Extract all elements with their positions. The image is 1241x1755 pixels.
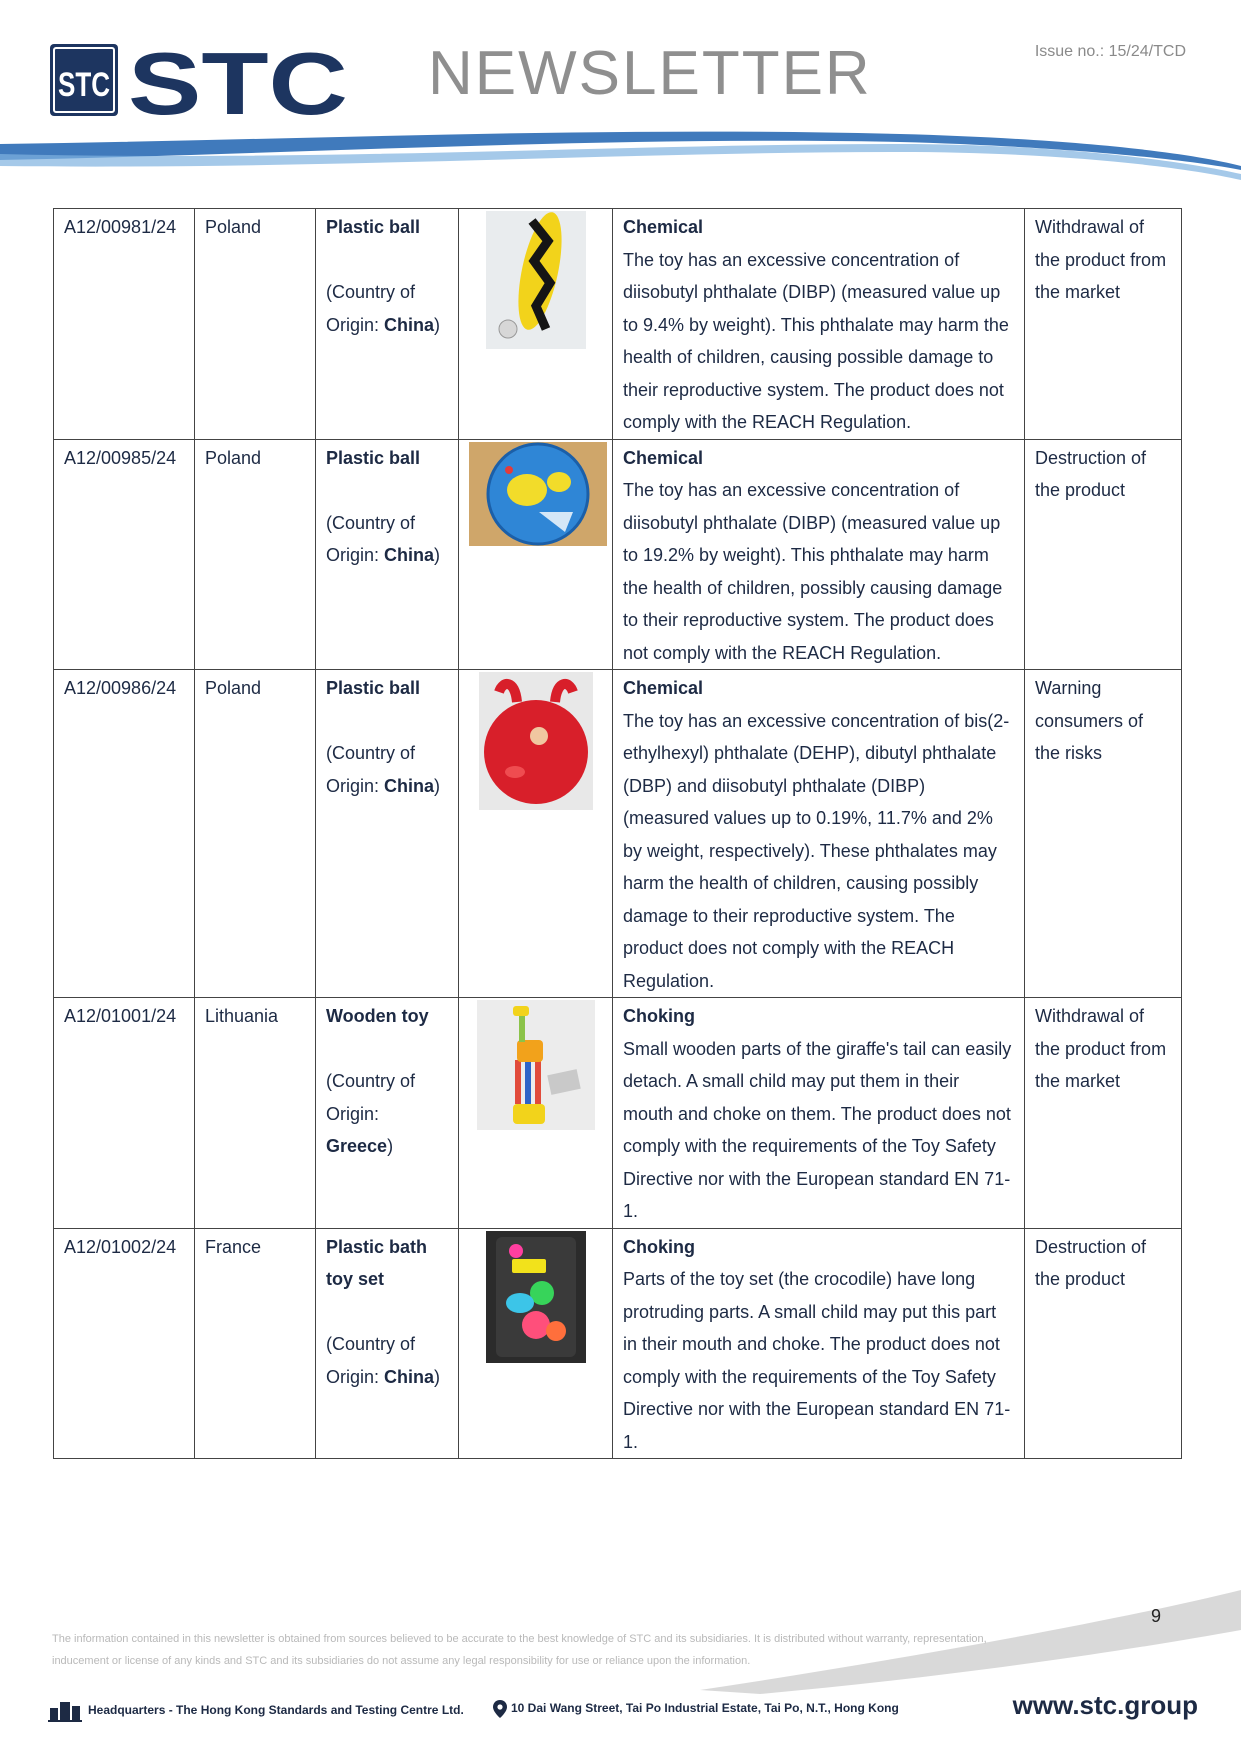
product-name: Plastic ball <box>326 217 421 237</box>
reference-number: A12/01002/24 <box>54 1228 195 1459</box>
risk-description: Parts of the toy set (the crocodile) have long protruding parts. A small child may put this part in their mouth and choke. The product does not comply with the requirements of the Toy Safety Directive nor with the European standard EN 71-1. <box>623 1269 1011 1452</box>
logo-wordmark: STC <box>128 44 348 126</box>
reference-number: A12/00986/24 <box>54 670 195 998</box>
notifying-country: France <box>195 1228 316 1459</box>
red-hopper-ball-photo <box>479 672 593 810</box>
country-of-origin: (Country of Origin: China) <box>326 1334 441 1387</box>
risk-cell <box>613 439 1025 670</box>
disclaimer-text: The information contained in this newsletter is obtained from sources believed to be accurate to the best knowledge of STC and its subsidiaries. It is distributed without warranty, representation, inducement or license of any kinds and STC and its subsidiaries do not assume any legal responsibility for use or reliance upon the information. <box>52 1633 987 1667</box>
measures-taken: Warning consumers of the risks <box>1025 670 1182 998</box>
notifying-country: Poland <box>195 209 316 440</box>
image-cell <box>459 670 613 998</box>
address <box>493 1700 899 1718</box>
country-of-origin: (Country of Origin: China) <box>326 282 441 335</box>
image-cell <box>459 1228 613 1459</box>
notices-table <box>53 208 1182 1459</box>
image-cell <box>459 998 613 1229</box>
newsletter-title: NEWSLETTER <box>428 39 872 108</box>
product-name: Plastic bath toy set <box>326 1236 428 1289</box>
risk-type: Chemical <box>623 447 704 468</box>
risk-description: The toy has an excessive concentration of diisobutyl phthalate (DIBP) (measured value up to 9.4% by weight). This phthalate may harm the health of children, causing possible damage to their reproductive system. The product does not comply with the REACH Regulation. <box>623 249 1009 432</box>
product-cell <box>316 1228 459 1459</box>
location-pin-icon <box>493 1700 507 1718</box>
table-row <box>54 209 1182 440</box>
table-row <box>54 670 1182 998</box>
reference-number: A12/00985/24 <box>54 439 195 670</box>
issue-number: Issue no.: 15/24/TCD <box>1034 43 1186 60</box>
table-row <box>54 439 1182 670</box>
risk-cell <box>613 670 1025 998</box>
blue-cartoon-ball-photo <box>469 442 607 546</box>
country-of-origin: (Country of Origin: China) <box>326 743 441 796</box>
reference-number: A12/01001/24 <box>54 998 195 1229</box>
yellow-black-oval-ball-photo <box>486 211 586 349</box>
risk-type: Chemical <box>623 217 704 237</box>
stc-logo <box>50 44 350 126</box>
page-header <box>0 0 1241 200</box>
product-name: Plastic ball <box>326 447 421 468</box>
product-cell <box>316 439 459 670</box>
product-cell <box>316 209 459 440</box>
product-cell <box>316 998 459 1229</box>
risk-description: The toy has an excessive concentration of diisobutyl phthalate (DIBP) (measured value up to 19.2% by weight). This phthalate may harm the health of children, possibly causing damage to their reproductive system. The product does not comply with the REACH Regulation. <box>623 480 1003 663</box>
headquarters <box>48 1700 464 1722</box>
measures-taken: Withdrawal of the product from the market <box>1025 209 1182 440</box>
product-name: Plastic ball <box>326 678 421 698</box>
product-cell <box>316 670 459 998</box>
risk-type: Choking <box>623 1236 695 1257</box>
risk-type: Chemical <box>623 678 704 698</box>
wooden-giraffe-toy-photo <box>477 1000 595 1130</box>
notifying-country: Poland <box>195 670 316 998</box>
risk-cell <box>613 998 1025 1229</box>
page-number: 9 <box>1150 1606 1161 1626</box>
country-of-origin: (Country of Origin: Greece) <box>326 1071 416 1156</box>
page-footer <box>48 1690 1198 1730</box>
headquarters-text: Headquarters - The Hong Kong Standards and Testing Centre Ltd. <box>88 1703 464 1718</box>
notifying-country: Lithuania <box>195 998 316 1229</box>
bath-toy-set-photo <box>486 1231 586 1363</box>
product-name: Wooden toy <box>326 1006 429 1026</box>
website-link[interactable]: www.stc.group <box>1012 1690 1198 1720</box>
country-of-origin: (Country of Origin: China) <box>326 512 441 565</box>
address-text: 10 Dai Wang Street, Tai Po Industrial Estate, Tai Po, N.T., Hong Kong <box>511 1701 899 1716</box>
measures-taken: Destruction of the product <box>1025 1228 1182 1459</box>
risk-type: Choking <box>623 1006 695 1026</box>
measures-taken: Destruction of the product <box>1025 439 1182 670</box>
table-row <box>54 998 1182 1229</box>
table-row <box>54 1228 1182 1459</box>
risk-cell <box>613 1228 1025 1459</box>
risk-cell <box>613 209 1025 440</box>
reference-number: A12/00981/24 <box>54 209 195 440</box>
logo-monogram: STC <box>58 66 110 104</box>
image-cell <box>459 209 613 440</box>
notifying-country: Poland <box>195 439 316 670</box>
measures-taken: Withdrawal of the product from the market <box>1025 998 1182 1229</box>
building-icon <box>48 1700 82 1722</box>
risk-description: The toy has an excessive concentration of bis(2-ethylhexyl) phthalate (DEHP), dibutyl phthalate (DBP) and diisobutyl phthalate (DIBP) (measured values up to 0.19%, 11.7% and 2% by weight, respectively). These phthalates may harm the health of children, causing possibly damage to their reproductive system. The product does not comply with the REACH Regulation. <box>623 710 1010 991</box>
header-swoosh <box>0 130 1241 200</box>
image-cell <box>459 439 613 670</box>
risk-description: Small wooden parts of the giraffe's tail can easily detach. A small child may put them in their mouth and choke on them. The product does not comply with the requirements of the Toy Safety Directive nor with the European standard EN 71-1. <box>623 1038 1012 1221</box>
